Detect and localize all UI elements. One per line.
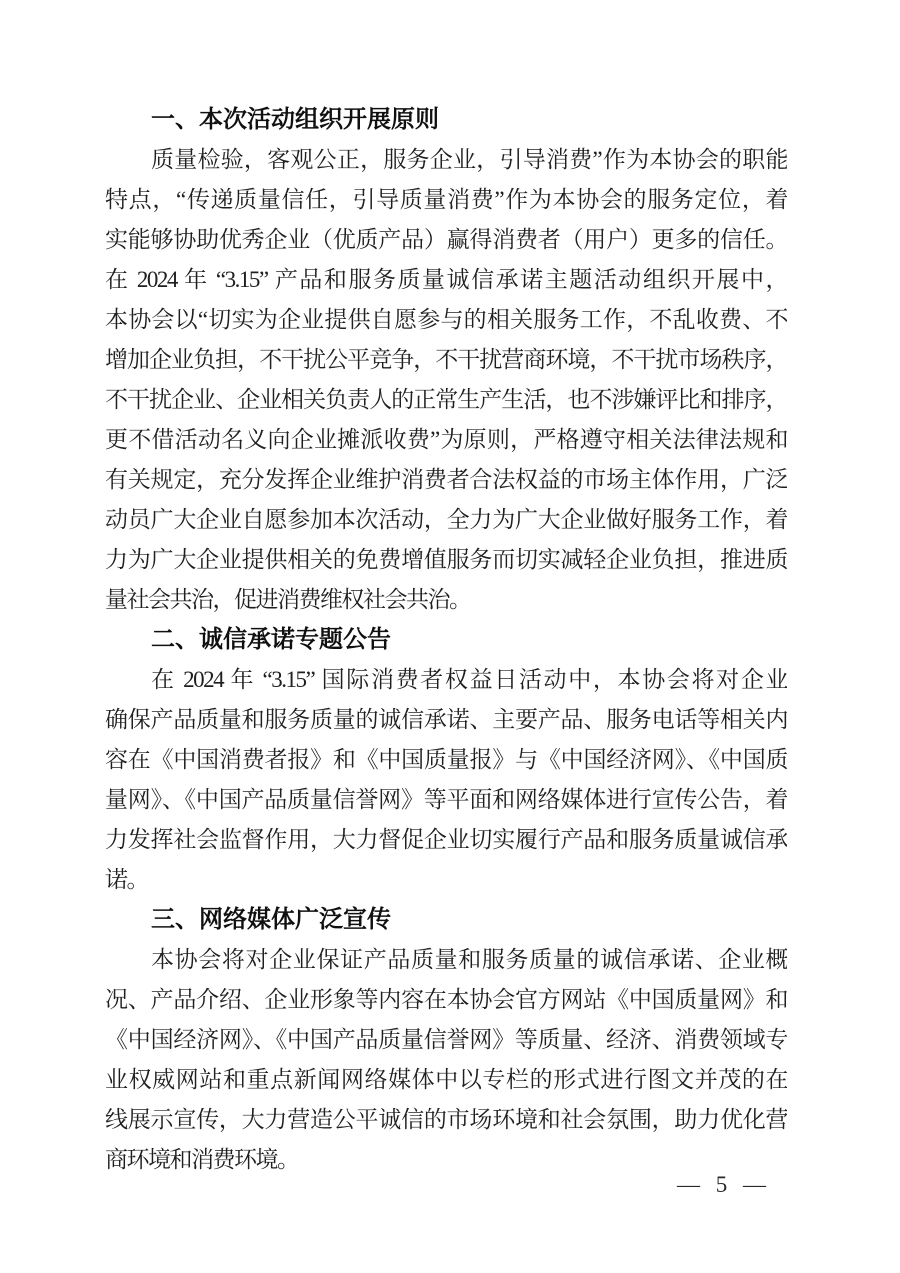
document-body xyxy=(105,100,787,1180)
text-line: 动员广大企业自愿参加本次活动，全力为广大企业做好服务工作，着 xyxy=(105,507,787,532)
text-line: 有关规定，充分发挥企业维护消费者合法权益的市场主体作用，广泛 xyxy=(105,467,787,492)
text-line: 业权威网站和重点新闻网络媒体中以专栏的形式进行图文并茂的在 xyxy=(105,1067,787,1092)
text-line: 力为广大企业提供相关的免费增值服务而切实减轻企业负担，推进质 xyxy=(105,547,787,572)
text-line: 特点，“传递质量信任，引导质量消费”作为本协会的服务定位，着 xyxy=(105,187,787,212)
text-line: 量社会共治，促进消费维权社会共治。 xyxy=(105,587,471,612)
text-line: 诺。 xyxy=(105,867,148,892)
text-line: 实能够协助优秀企业（优质产品）赢得消费者（用户）更多的信任。 xyxy=(105,227,787,252)
text-line: 质量检验，客观公正，服务企业，引导消费”作为本协会的职能 xyxy=(151,147,787,172)
text-line: 在 2024 年 “3.15” 国际消费者权益日活动中，本协会将对企业 xyxy=(151,667,787,692)
text-line: 不干扰企业、企业相关负责人的正常生产生活，也不涉嫌评比和排序， xyxy=(105,387,787,412)
text-line: 容在《中国消费者报》和《中国质量报》与《中国经济网》、《中国质 xyxy=(105,747,787,772)
text-line: 在 2024 年 “3.15” 产品和服务质量诚信承诺主题活动组织开展中， xyxy=(105,267,787,292)
page-footer xyxy=(677,1170,767,1200)
text-line: 确保产品质量和服务质量的诚信承诺、主要产品、服务电话等相关内 xyxy=(105,707,787,732)
text-line: 更不借活动名义向企业摊派收费”为原则，严格遵守相关法律法规和 xyxy=(105,427,787,452)
text-line: 增加企业负担，不干扰公平竞争，不干扰营商环境，不干扰市场秩序， xyxy=(105,347,787,372)
section-heading: 一、本次活动组织开展原则 xyxy=(151,106,439,133)
text-line: 量网》、《中国产品质量信誉网》等平面和网络媒体进行宣传公告，着 xyxy=(105,787,787,812)
text-line: 本协会以“切实为企业提供自愿参与的相关服务工作，不乱收费、不 xyxy=(105,307,787,332)
text-line: 商环境和消费环境。 xyxy=(105,1147,299,1172)
text-line: 线展示宣传，大力营造公平诚信的市场环境和社会氛围，助力优化营 xyxy=(105,1107,787,1132)
text-line: 力发挥社会监督作用，大力督促企业切实履行产品和服务质量诚信承 xyxy=(105,827,787,852)
text-line: 《中国经济网》、《中国产品质量信誉网》等质量、经济、消费领域专 xyxy=(105,1027,787,1052)
page-number: — 5 — xyxy=(677,1172,767,1197)
section-heading: 三、网络媒体广泛宣传 xyxy=(151,906,391,933)
section-heading: 二、诚信承诺专题公告 xyxy=(151,626,391,653)
text-line: 本协会将对企业保证产品质量和服务质量的诚信承诺、企业概 xyxy=(151,947,787,972)
text-line: 况、产品介绍、企业形象等内容在本协会官方网站《中国质量网》和 xyxy=(105,987,787,1012)
